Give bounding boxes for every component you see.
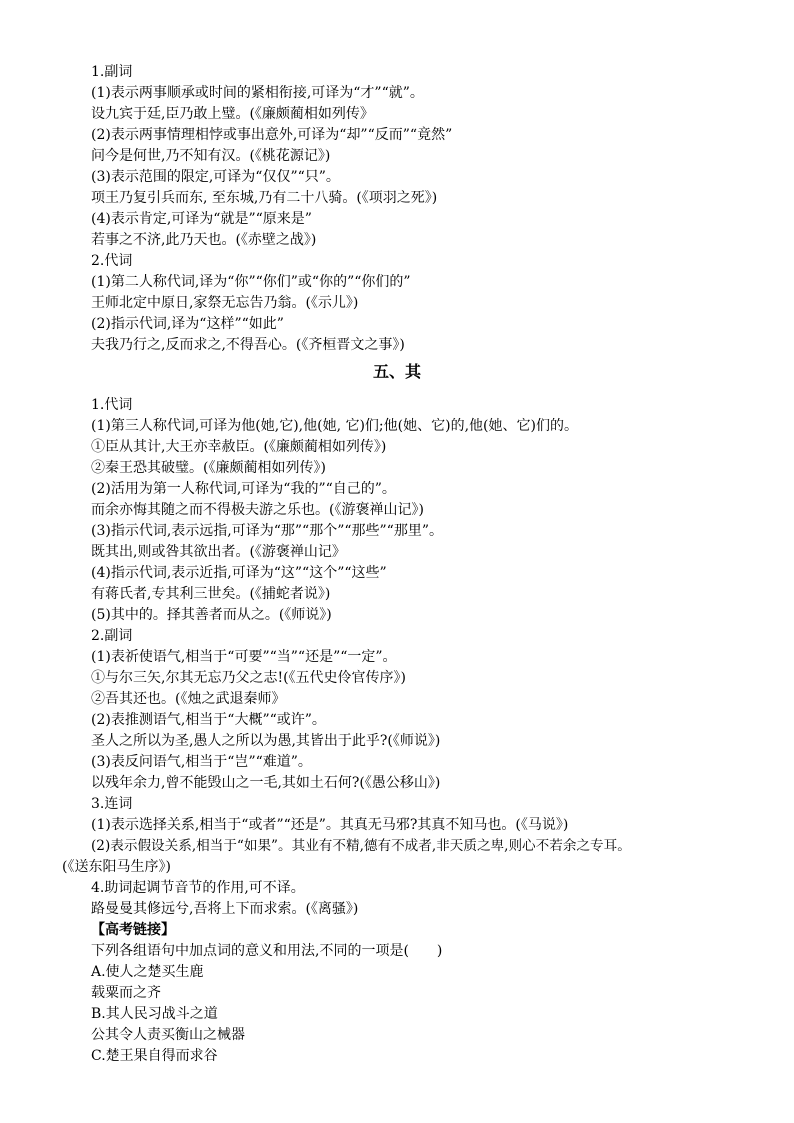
text-line: 项王乃复引兵而东, 至东城,乃有二十八骑。(《项羽之死》)	[91, 190, 438, 206]
text-line: 问今是何世,乃不知有汉。(《桃花源记》)	[91, 148, 331, 164]
text-line: 既其出,则或咎其欲出者。(《游褒禅山记》	[91, 544, 346, 560]
text-line: (2)指示代词,译为“这样”“如此”	[91, 316, 284, 332]
text-line: 2.代词	[91, 253, 133, 269]
text-line: 1.副词	[91, 64, 133, 80]
text-line: (《送东阳马生序》)	[62, 859, 171, 875]
text-line: 载粟而之齐	[91, 985, 161, 1001]
section-title: 五、其	[372, 362, 421, 381]
text-line: 圣人之所以为圣,愚人之所以为愚,其皆出于此乎?(《师说》)	[91, 733, 441, 749]
text-line: 以残年余力,曾不能毁山之一毛,其如土石何?(《愚公移山》)	[91, 775, 441, 791]
text-line: 1.代词	[91, 397, 133, 413]
exam-link-heading: 【高考链接】	[91, 922, 175, 938]
text-line: (2)表示两事情理相悖或事出意外,可译为“却”“反而”“竟然”	[91, 127, 453, 143]
text-line: 王师北定中原日,家祭无忘告乃翁。(《示儿》)	[91, 295, 359, 311]
text-line: 下列各组语句中加点词的意义和用法,不同的一项是( )	[91, 943, 443, 959]
text-line: 2.副词	[91, 628, 133, 644]
text-line: 若事之不济,此乃天也。(《赤壁之战》)	[91, 232, 317, 248]
option-line: B.其人民习战斗之道	[91, 1006, 218, 1022]
text-line: ②秦王恐其破璧。(《廉颇蔺相如列传》)	[91, 460, 326, 476]
text-line: (2)表示假设关系,相当于“如果”。其业有不精,德有不成者,非天质之卑,则心不若余之专耳。	[91, 838, 631, 854]
text-line: 4.助词起调节音节的作用,可不译。	[91, 880, 305, 896]
text-line: 设九宾于廷,臣乃敢上璧。(《廉颇蔺相如列传》	[91, 106, 374, 122]
text-line: (1)表祈使语气,相当于“可要”“当”“还是”“一定”。	[91, 649, 397, 665]
text-line: ①与尔三矢,尔其无忘乃父之志!(《五代史伶官传序》)	[91, 670, 406, 686]
text-line: (3)表示范围的限定,可译为“仅仅”“只”。	[91, 169, 340, 185]
text-line: (2)活用为第一人称代词,可译为“我的”“自己的”。	[91, 481, 396, 497]
text-line: 而余亦悔其随之而不得极夫游之乐也。(《游褒禅山记》)	[91, 502, 424, 518]
text-line: (4)表示肯定,可译为“就是”“原来是”	[91, 211, 312, 227]
text-line: (3)指示代词,表示远指,可译为“那”“那个”“那些”“那里”。	[91, 523, 443, 539]
text-line: (1)第三人称代词,可译为他(她,它),他(她, 它)们;他(她、它)的,他(她、它)们的。	[91, 418, 578, 434]
text-line: (1)第二人称代词,译为“你”“你们”或“你的”“你们的”	[91, 274, 411, 290]
text-line: (5)其中的。择其善者而从之。(《师说》)	[91, 607, 332, 623]
text-line: 夫我乃行之,反而求之,不得吾心。(《齐桓晋文之事》)	[91, 337, 405, 353]
text-line: 公其令人责买衡山之械器	[91, 1027, 245, 1043]
option-line: C.楚王果自得而求谷	[91, 1048, 218, 1064]
text-line: 3.连词	[91, 796, 133, 812]
text-line: ①臣从其计,大王亦幸赦臣。(《廉颇蔺相如列传》)	[91, 439, 387, 455]
text-line: (3)表反问语气,相当于“岂”“难道”。	[91, 754, 312, 770]
text-line: (2)表推测语气,相当于“大概”“或许”。	[91, 712, 326, 728]
text-line: (1)表示两事顺承或时间的紧相衔接,可译为“才”“就”。	[91, 85, 424, 101]
text-line: (1)表示选择关系,相当于“或者”“还是”。其真无马邪?其真不知马也。(《马说》)	[91, 817, 569, 833]
text-line: 路曼曼其修远兮,吾将上下而求索。(《离骚》)	[91, 901, 359, 917]
text-line: 有蒋氏者,专其利三世矣。(《捕蛇者说》)	[91, 586, 331, 602]
option-line: A.使人之楚买生鹿	[91, 964, 204, 980]
text-line: (4)指示代词,表示近指,可译为“这”“这个”“这些”	[91, 565, 387, 581]
text-line: ②吾其还也。(《烛之武退秦师》	[91, 691, 286, 707]
